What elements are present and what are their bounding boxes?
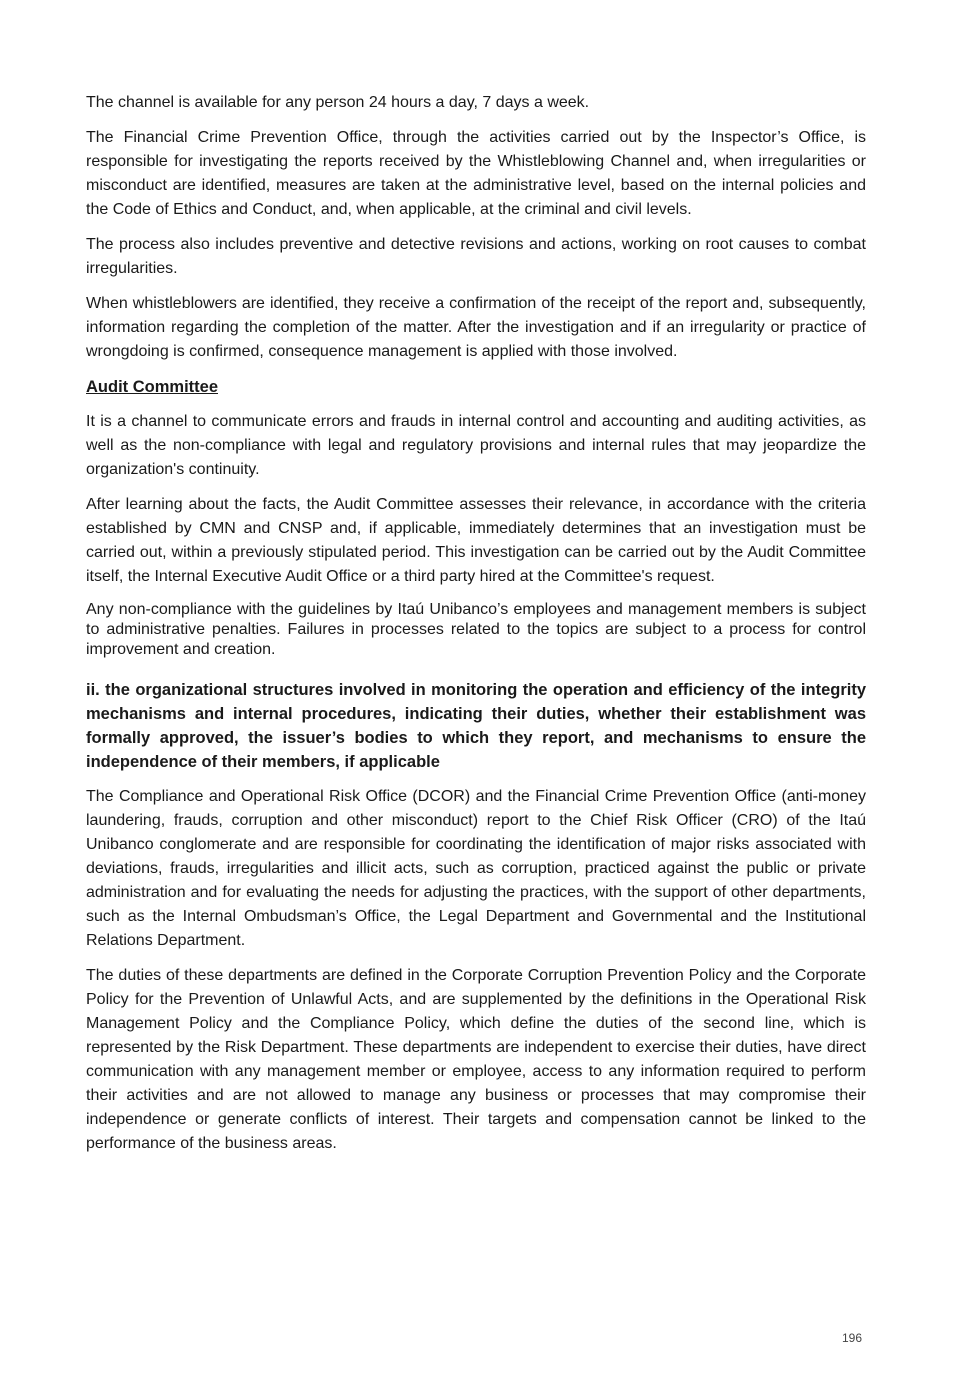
paragraph-whistleblowers: When whistleblowers are identified, they receive a confirmation of the receipt of the report and, subsequently, information regarding the completion of the matter. After the investigation and if an irregularity or practice of wrongdoing is confirmed, consequence management is applied with those involved.	[86, 295, 866, 360]
paragraph-process: The process also includes preventive and detective revisions and actions, working on root causes to combat irregularities.	[86, 236, 866, 277]
section-ii-heading: ii. the organizational structures involved in monitoring the operation and efficiency of the integrity mechanisms and internal procedures, indicating their duties, whether their establishment was formally approved, the issuer’s bodies to which they report, and mechanisms to ensure the independence of their members, if applicable	[86, 681, 866, 771]
paragraph-financial-crime-office: The Financial Crime Prevention Office, through the activities carried out by the Inspector’s Office, is responsible for investigating the reports received by the Whistleblowing Channel and, when irregularities or misconduct are identified, measures are taken at the administrative level, based on the internal policies and the Code of Ethics and Conduct, and, when applicable, at the criminal and civil levels.	[86, 129, 866, 218]
page-number: 196	[841, 1331, 862, 1345]
paragraph-dcor: The Compliance and Operational Risk Office (DCOR) and the Financial Crime Prevention Office (anti-money laundering, frauds, corruption and other misconduct) report to the Chief Risk Officer (CRO) of the Itaú Unibanco conglomerate and are responsible for coordinating the identification of major risks associated with deviations, frauds, irregularities and illicit acts, such as corruption, practiced against the public or private administration and for evaluating the needs for adjusting the practices, with the support of other departments, such as the Internal Ombudsman’s Office, the Legal Department and Governmental and the Institutional Relations Department.	[86, 788, 866, 949]
paragraph-audit-channel: It is a channel to communicate errors and frauds in internal control and accounting and auditing activities, as well as the non-compliance with legal and regulatory provisions and internal rules that may jeopardize the organization's continuity.	[86, 413, 866, 478]
paragraph-channel-availability: The channel is available for any person 24 hours a day, 7 days a week.	[86, 94, 590, 111]
audit-committee-heading: Audit Committee	[86, 378, 218, 396]
paragraph-duties: The duties of these departments are defined in the Corporate Corruption Prevention Policy and the Corporate Policy for the Prevention of Unlawful Acts, and are supplemented by the definitions in the Operational Risk Management Policy and the Compliance Policy, which define the duties of the second line, which is represented by the Risk Department. These departments are independent to exercise their duties, have direct communication with any management member or employee, access to any information required to perform their activities and are not allowed to manage any business or processes that may compromise their independence or generate conflicts of interest. Their targets and compensation cannot be linked to the performance of the business areas.	[86, 967, 866, 1152]
paragraph-non-compliance: Any non-compliance with the guidelines by Itaú Unibanco’s employees and management members is subject to administrative penalties. Failures in processes related to the topics are subject to a process for control improvement and creation.	[86, 601, 866, 658]
paragraph-audit-assessment: After learning about the facts, the Audit Committee assesses their relevance, in accordance with the criteria established by CMN and CNSP and, if applicable, immediately determines that an investigation must be carried out, within a previously stipulated period. This investigation can be carried out by the Audit Committee itself, the Internal Executive Audit Office or a third party hired at the Committee's request.	[86, 496, 866, 585]
document-page	[86, 91, 866, 1167]
